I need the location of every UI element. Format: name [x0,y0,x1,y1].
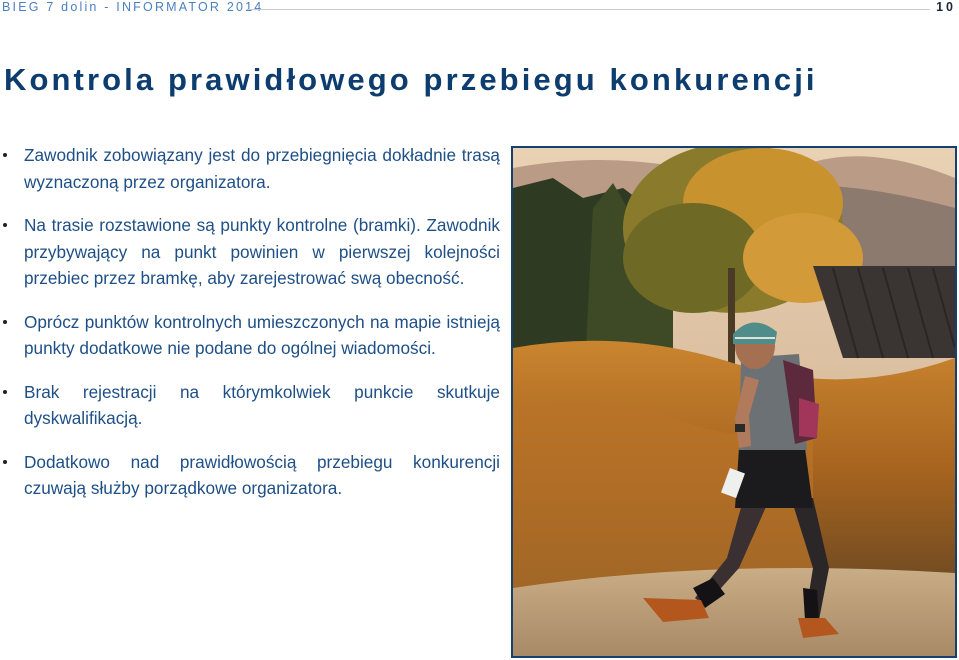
running-header [0,0,959,17]
list-item-text: Zawodnik zobowiązany jest do przebiegnięcia dokładnie trasą wyznaczoną przez organizatora. [24,145,500,192]
runner-photo [511,146,957,658]
header-rule [246,9,930,10]
list-item-text: Oprócz punktów kontrolnych umieszczonych na mapie istnieją punkty dodatkowe nie podane do ogólnej wiadomości. [24,311,500,358]
bullet-dot [3,153,7,157]
list-item [0,212,500,292]
bullet-dot [3,223,7,227]
bullet-dot [3,460,7,464]
list-item-text: Na trasie rozstawione są punkty kontrolne (bramki). Zawodnik przybywający na punkt powinien w pierwszej kolejności przebiec przez bramkę, aby zarejestrować swą obecność. [24,215,500,288]
runner-photo-illustration [513,148,955,656]
list-item [0,309,500,362]
page-number: 10 [936,0,956,14]
page-title: Kontrola prawidłowego przebiegu konkurencji [4,62,818,97]
list-item-text: Dodatkowo nad prawidłowością przebiegu konkurencji czuwają służby porządkowe organizatora. [24,451,500,498]
list-item [0,449,500,502]
list-item-text: Brak rejestracji na którymkolwiek punkcie skutkuje dyskwalifikacją. [24,381,500,428]
rules-list [0,142,500,519]
list-item [0,142,500,195]
list-item [0,379,500,432]
bullet-dot [3,390,7,394]
bullet-dot [3,320,7,324]
header-title: BIEG 7 dolin - INFORMATOR 2014 [2,0,264,14]
